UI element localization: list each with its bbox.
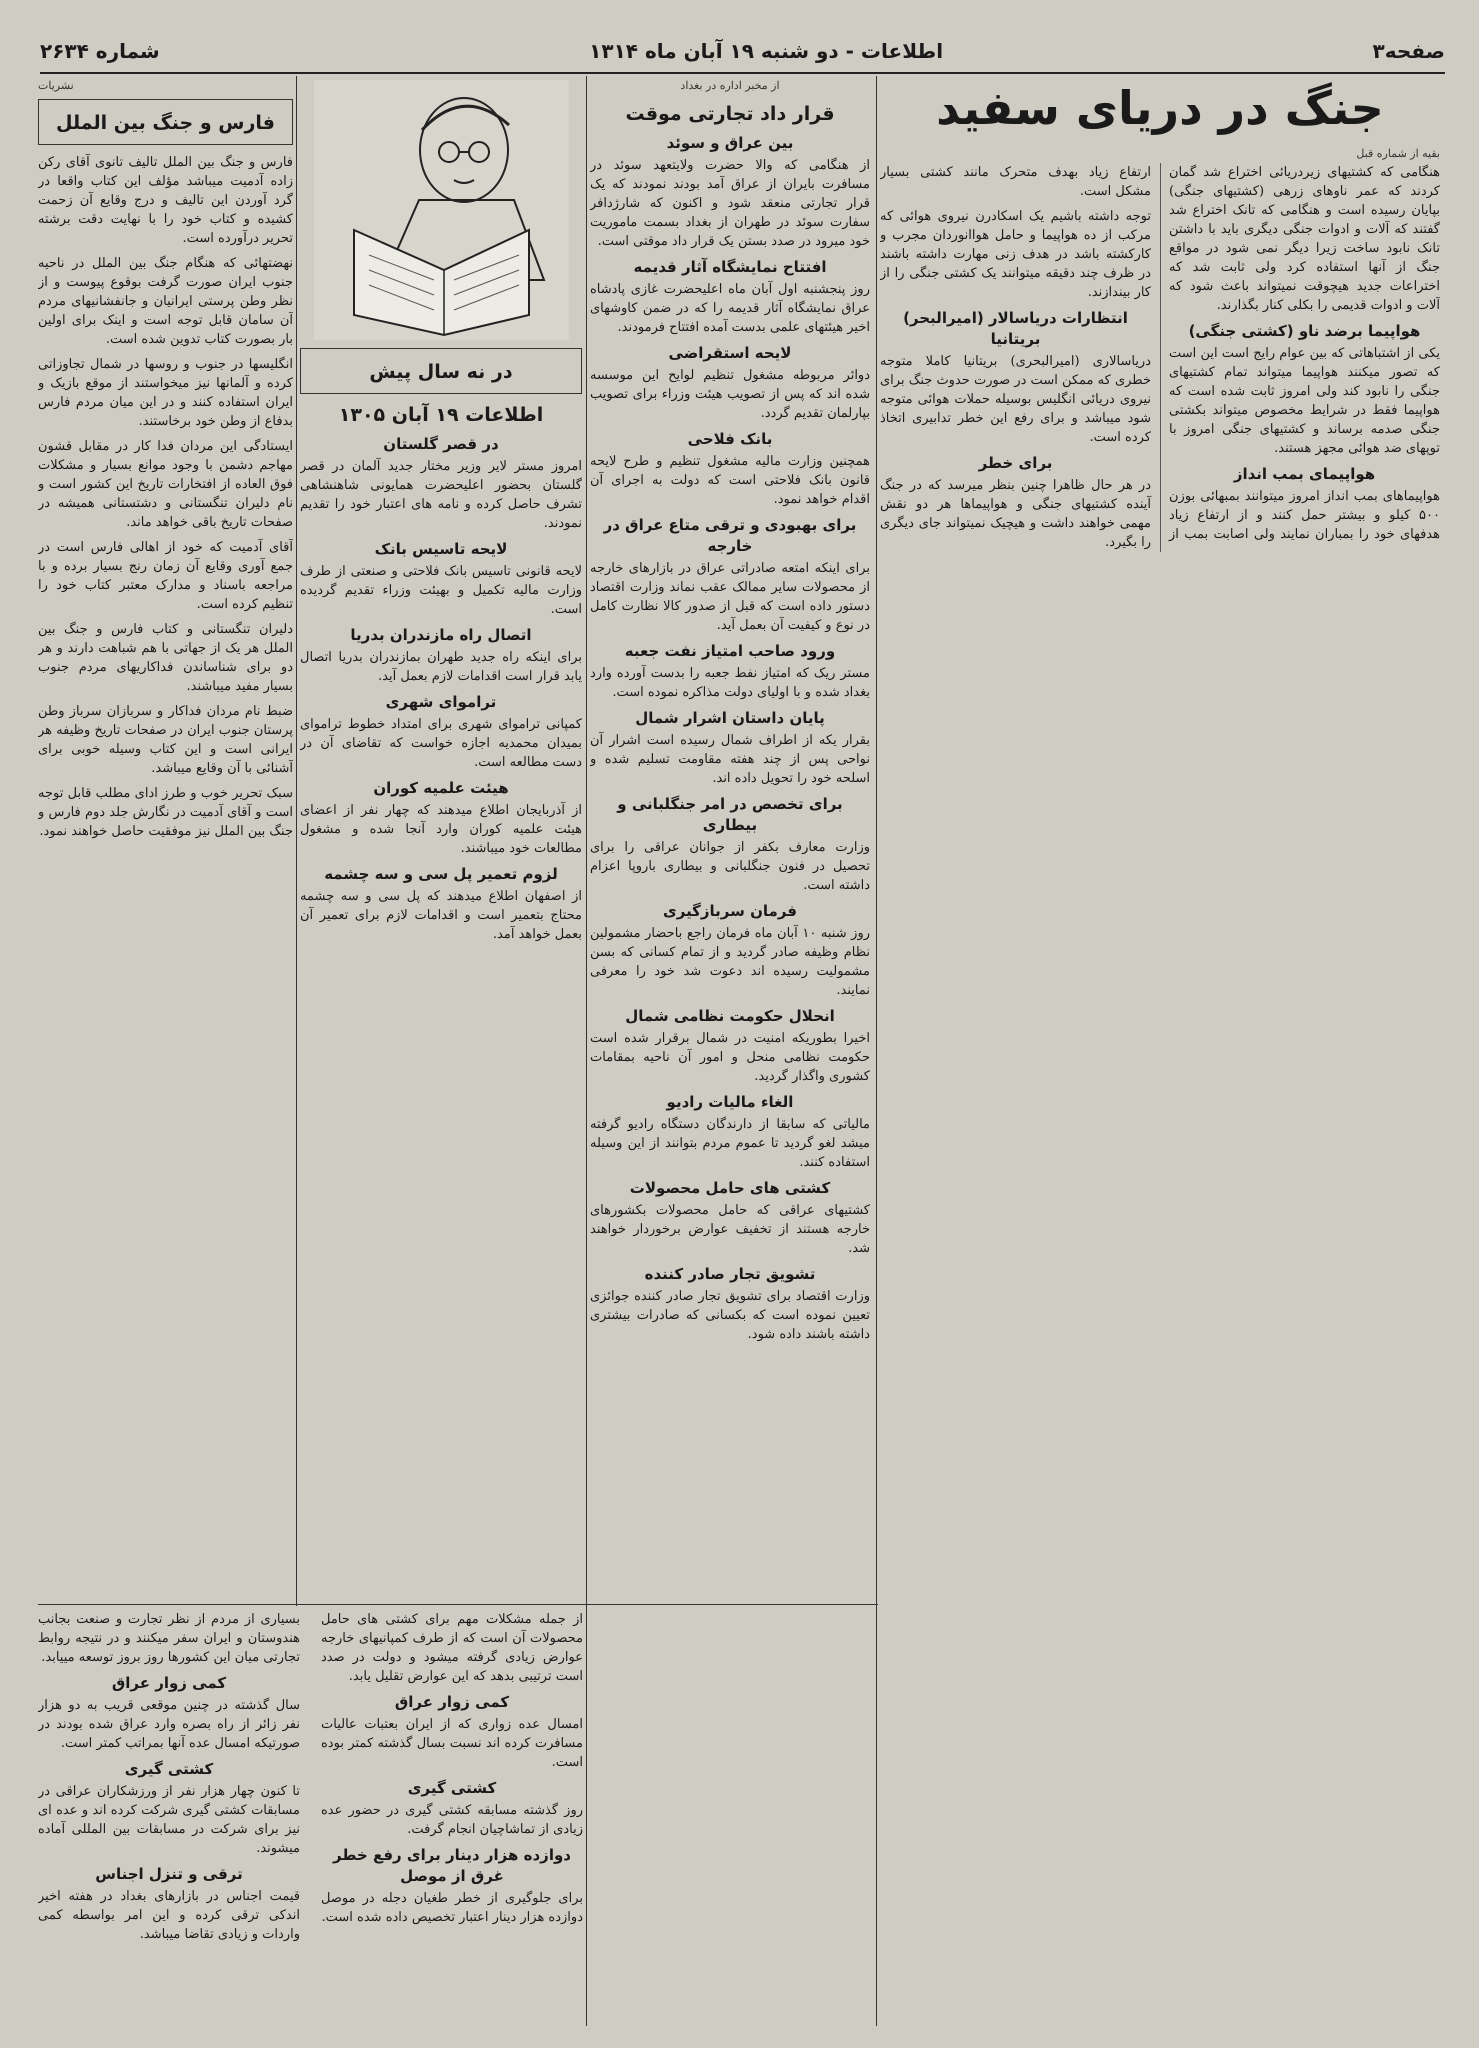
page-label: صفحه۳ [1372, 39, 1445, 63]
subheading: انحلال حکومت نظامی شمال [625, 1007, 835, 1025]
subheading: در قصر گلستان [383, 435, 499, 453]
paragraph: یکی از اشتباهاتی که بین عوام رایج است این است که تصور میکنند هواپیما میتواند تمام کشتیهای جنگی را نابود کند ولی امروز ثابت شده است که هواپیما فقط در شرایط مخصوص میتواند بکشتی جنگی صدمه برساند و کشتیهای جنگی امروز با توپهای ضد هوائی مجهز هستند. [1169, 346, 1440, 456]
subheading: کمی زوار عراق [111, 1674, 227, 1692]
paragraph: فارس و جنگ بین الملل تالیف تانوی آقای رکن زاده آدمیت میباشد مؤلف این کتاب واقعا در گرد آوردن این تالیف و درج وقایع آن زحمت کشیده و کتاب خود را با نهایت دقت برشته تحریر درآورده است. [38, 155, 293, 246]
paragraph: آقای آدمیت که خود از اهالی فارس است در جمع آوری وقایع آن زمان رنج بسیار برده و با مراجعه باسناد و مدارک معتبر کتاب خود را تنظیم کرده است. [38, 540, 293, 612]
paragraph: مستر ریک که امتیاز نفط جعبه را بدست آورده وارد بغداد شده و با اولیای دولت مذاکره نموده است. [590, 666, 870, 700]
masthead [40, 30, 1445, 74]
headline-fars: فارس و جنگ بین الملل [56, 112, 275, 134]
subheading: تراموای شهری [385, 693, 497, 711]
subheading: کمی زوار عراق [394, 1693, 510, 1711]
paragraph: ایستادگی این مردان فدا کار در مقابل قشون مهاجم دشمن با وجود موانع بسیار و مشکلات فوق العاده از افتخارات تاریخ این کشور است و نام دلیران تنگستانی و دشتستانی همیشه در صفحات تاریخ باقی خواهد ماند. [38, 439, 293, 530]
paragraph: هواپیماهای بمب انداز امروز میتوانند بمبهائی بوزن ۵۰۰ کیلو و بیشتر حمل کنند و از ارتفاع زیاد هدفهای خود را بمباران نمایند ولی اصابت بمب از ارتفاع زیاد بهدف متحرک مانند کشتی بسیار مشکل است. [880, 165, 1440, 542]
article-trade-agreement [590, 76, 870, 2026]
masthead-center: اطلاعات - دو شنبه ۱۹ آبان ماه ۱۳۱۴ [589, 39, 944, 63]
subheading: هیئت علمیه کوران [373, 779, 509, 797]
subheading: بین عراق و سوئد [666, 134, 794, 152]
paragraph: انگلیسها در جنوب و روسها در شمال تجاوزاتی کرده و آلمانها نیز میخواستند از موقع بازیک و ایران استفاده کنند و در این میان مردم فارس بدفاع از وطن خود برخاستند. [38, 357, 293, 429]
paragraph: برای اینکه راه جدید طهران بمازندران بدریا اتصال یابد قرار است اقدامات لازم بعمل آید. [300, 650, 582, 684]
paragraph: از آذربایجان اطلاع میدهند که چهار نفر از اعضای هیئت علمیه کوران وارد آنجا شده و مشغول مطالعات خود میباشند. [300, 803, 582, 856]
paragraph: از اصفهان اطلاع میدهند که پل سی و سه چشمه محتاج بتعمیر است و اقدامات لازم برای تعمیر آن بعمل خواهد آمد. [300, 889, 582, 942]
headline-box [38, 99, 293, 145]
paragraph: تا کنون چهار هزار نفر از ورزشکاران عراقی در مسابقات کشتی گیری شرکت کرده اند و عده ای نیز برای شرکت در مسابقات بین المللی آماده میشوند. [38, 1784, 300, 1856]
paragraph: بقرار یکه از اطراف شمال رسیده است اشرار آن نواحی پس از چند هفته مقاومت تسلیم شده و اسلحه خود را تحویل داده اند. [590, 733, 870, 786]
subheading: الغاء مالیات رادیو [666, 1093, 794, 1111]
paragraph: از هنگامی که والا حضرت ولایتعهد سوئد در مسافرت بایران از عراق آمد بودند نمودند که یک قرار تجارتی منعقد شود و اکنون که شارژدافر سفارت سوئد در طهران از بغداد بسمت ماموریت خود میرود در صدد بستن یک قرار داد موقتی است. [590, 158, 870, 249]
subheading: لزوم تعمیر پل سی و سه چشمه [324, 865, 558, 883]
paragraph: روز گذشته مسابقه کشتی گیری در حضور عده زیادی از تماشاچیان انجام گرفت. [321, 1803, 583, 1837]
paragraph: دلیران تنگستانی و کتاب فارس و جنگ بین الملل هر یک از جهاتی با هم شباهت دارند و هر دو برای شناساندن فداکاریهای مردم جنوب بسیار مفید میباشند. [38, 622, 293, 694]
subheading: کشتی گیری [407, 1779, 497, 1797]
paragraph: توجه داشته باشیم یک اسکادرن نیروی هوائی که مرکب از ده هواپیما و حامل هواانوردان مجرب و کارکشته باشد در هدف زنی مهارت داشته باشند در ظرف چند دقیقه میتوانند یک کشتی جنگی را از کار بیندازند. [880, 209, 1151, 300]
bottom-column-right [321, 1610, 583, 2026]
subheading: ورود صاحب امتیاز نفت جعبه [624, 642, 836, 660]
section-header: نشریات [38, 79, 74, 92]
continued-note: بقیه از شماره قبل [1356, 147, 1440, 160]
headline-trade: قرار داد تجارتی موقت [625, 103, 835, 125]
headline-ettelaat-1305: اطلاعات ۱۹ آبان ۱۳۰۵ [338, 404, 544, 426]
subheading: تشویق تجار صادر کننده [644, 1265, 816, 1283]
article-white-sea [880, 76, 1440, 2026]
paragraph: نهضتهائی که هنگام جنگ بین الملل در ناحیه جنوب ایران صورت گرفت بوقوع پیوست و از نظر وطن پرستی ایرانیان و جانفشانیهای مردم آن سامان قابل توجه است و اینک برای اولین بار بصورت کتاب تدوین شده است. [38, 256, 293, 347]
bottom-column-left [38, 1610, 300, 2026]
paragraph: دوائر مربوطه مشغول تنظیم لوایح این موسسه شده اند که پس از تصویب هیئت وزراء برای تصویب بپارلمان تقدیم گردد. [590, 368, 870, 421]
paragraph: کشتیهای عراقی که حامل محصولات بکشورهای خارجه هستند از تخفیف عوارض برخوردار خواهند شد. [590, 1203, 870, 1256]
subheading: برای بهبودی و ترقی متاع عراق در خارجه [603, 516, 857, 555]
paragraph: روز پنجشنبه اول آبان ماه اعلیحضرت غازی پادشاه عراق نمایشگاه آثار قدیمه را که در ضمن کاوشهای اخیر هیئتهای علمی بدست آمده افتتاح فرمودند. [590, 282, 870, 335]
paragraph: دریاسالاری (امیرالبحری) بریتانیا کاملا متوجه خطری که ممکن است در صورت حدوث جنگ برای نیروی دریائی انگلیس بوسیله حملات هوائی متوجه شود میباشد و برای رفع این خطر تدابیری اتخاذ کرده است. [880, 354, 1151, 445]
paragraph: وزارت معارف بکفر از جوانان عراقی را برای تحصیل در فنون جنگلبانی و بیطاری باروپا اعزام داشته است. [590, 840, 870, 893]
paragraph: سبک تحریر خوب و طرز ادای مطلب قابل توجه است و آقای آدمیت در نگارش جلد دوم فارس و جنگ بین الملل نیز موفقیت حاصل خواهند نمود. [38, 786, 293, 839]
article-body [880, 163, 1440, 552]
subheading: ترقی و تنزل اجناس [95, 1865, 243, 1883]
column-rule [586, 76, 587, 2026]
paragraph: کمپانی تراموای شهری برای امتداد خطوط تراموای بمیدان محمدیه اجازه خواست که تقاضای آن در دست مطالعه است. [300, 717, 582, 770]
subheading: انتظارات دریاسالار (امیرالبحر) بریتانیا [903, 309, 1128, 348]
subheading: کشتی های حامل محصولات [629, 1179, 831, 1197]
paragraph: مالیاتی که سابقا از دارندگان دستگاه رادیو گرفته میشد لغو گردید تا عموم مردم بتوانند از این وسیله استفاده کنند. [590, 1117, 870, 1170]
paragraph: لایحه قانونی تاسیس بانک فلاحتی و صنعتی از طرف وزارت مالیه تکمیل و بهیئت وزراء تقدیم گردیده است. [300, 564, 582, 617]
paragraph: برای جلوگیری از خطر طغیان دجله در موصل دوازده هزار دینار اعتبار تخصیص داده شده است. [321, 1891, 583, 1925]
paragraph: روز شنبه ۱۰ آبان ماه فرمان راجع باحضار مشمولین نظام وظیفه صادر گردید و از تمام کسانی که بسن مشمولیت رسیده اند دعوت شد خود را معرفی نمایند. [590, 926, 870, 998]
subheading: لایحه تاسیس بانک [374, 540, 508, 558]
headline-white-sea: جنگ در دریای سفید [936, 81, 1384, 135]
reading-man-illustration [314, 80, 569, 340]
section-box [300, 348, 582, 394]
paragraph: بسیاری از مردم از نظر تجارت و صنعت بجانب هندوستان و ایران سفر میکنند و در نتیجه روابط تجارتی میان این کشورها روز بروز توسعه مییابد. [38, 1612, 300, 1665]
office-note: از مخبر اداره در بغداد [680, 79, 780, 92]
subheading: برای تخصص در امر جنگلبانی و بیطاری [617, 795, 843, 834]
subheading: بانک فلاحی [687, 430, 773, 448]
paragraph: در هر حال ظاهرا چنین بنظر میرسد که در جنگ آینده کشتیهای جنگی و هواپیماها هر دو نقش مهمی خواهند داشت و هیچیک نمیتواند جای دیگری را بگیرد. [880, 478, 1151, 550]
issue-number: شماره ۲۶۳۴ [40, 39, 160, 63]
paragraph: ضبط نام مردان فداکار و سربازان سرباز وطن پرستان جنوب ایران در صفحات تاریخ وظیفه هر ایرانی است و این کتاب وسیله خوبی برای آشنائی با آن وقایع میباشد. [38, 704, 293, 776]
paragraph: اخیرا بطوریکه امنیت در شمال برقرار شده است حکومت نظامی منحل و امور آن ناحیه بمقامات کشوری واگذار گردید. [590, 1031, 870, 1084]
subheading: پایان داستان اشرار شمال [635, 709, 825, 727]
paragraph: امروز مستر لایر وزیر مختار جدید آلمان در قصر گلستان بحضور اعلیحضرت همایونی شاهنشاهی تشرف حاصل کرده و نامه های اعتبار خود را تقدیم نمودند. [300, 459, 582, 531]
paragraph: قیمت اجناس در بازارهای بغداد در هفته اخیر اندکی ترقی کرده و این امر بواسطه کمی واردات و زیادی تقاضا میباشد. [38, 1889, 300, 1942]
paragraph: امسال عده زواری که از ایران بعتبات عالیات مسافرت کرده اند نسبت بسال گذشته کمتر بوده است. [321, 1717, 583, 1770]
paragraph: سال گذشته در چنین موقعی قریب به دو هزار نفر زائر از راه بصره وارد عراق شده بودند در صورتیکه امسال عده آنها بمراتب کمتر است. [38, 1698, 300, 1751]
subheading: دوازده هزار دینار برای رفع خطر غرق از موصل [332, 1846, 571, 1885]
article-fars-war [38, 76, 293, 1601]
subheading: کشتی گیری [124, 1760, 214, 1778]
subheading: هواپیمای بمب انداز [1233, 465, 1376, 483]
paragraph: وزارت اقتصاد برای تشویق تجار صادر کننده جوائزی تعیین نموده است که بکسانی که صادرات بیشتری داشته باشند داده شود. [590, 1289, 870, 1342]
paragraph: همچنین وزارت مالیه مشغول تنظیم و طرح لایحه قانون بانک فلاحتی است که دولت به اجرای آن اقدام خواهد نمود. [590, 454, 870, 507]
subheading: برای خطر [978, 454, 1053, 472]
subheading: اتصال راه مازندران بدریا [350, 626, 532, 644]
column-rule [876, 76, 877, 2026]
subheading: افتتاح نمایشگاه آثار قدیمه [633, 258, 827, 276]
subheading: لایحه استقراضی [668, 344, 792, 362]
paragraph: از جمله مشکلات مهم برای کشتی های حامل محصولات آن است که از طرف کمپانیهای خارجه عوارض زیادی گرفته میشود و دولت در صدد است ترتیبی بدهد که این عوارض تقلیل یابد. [321, 1612, 583, 1684]
paragraph: برای اینکه امتعه صادراتی عراق در بازارهای خارجه از محصولات سایر ممالک عقب نماند وزارت اقتصاد دستور داده است که قبل از صدور کالا نظارت کامل در نوع و کیفیت آن بعمل آید. [590, 561, 870, 633]
subheading: هواپیما برضد ناو (کشتی جنگی) [1188, 322, 1421, 340]
subheading: فرمان سربازگیری [662, 902, 797, 920]
column-rule [296, 76, 297, 1606]
section-title: در نه سال پیش [369, 361, 513, 383]
bottom-section [38, 1610, 583, 2026]
paragraph: هنگامی که کشتیهای زیردریائی اختراع شد گمان کردند که عمر ناوهای زرهی (کشتیهای جنگی) بپایان رسیده است و هنگامی که تانک اختراع شد گفتند که آلات و ادوات جنگی دیگری باید با داشتن تانک نابود ساخت زیرا دیگر نمی شود در مواقع جنگ از آنها استفاده کرد ولی ثابت شد که اختراعات جدید هیچوقت نمیتواند باعث شود که آلات و ادوات قدیمی را بکلی کنار بگذارند. [1169, 165, 1440, 313]
